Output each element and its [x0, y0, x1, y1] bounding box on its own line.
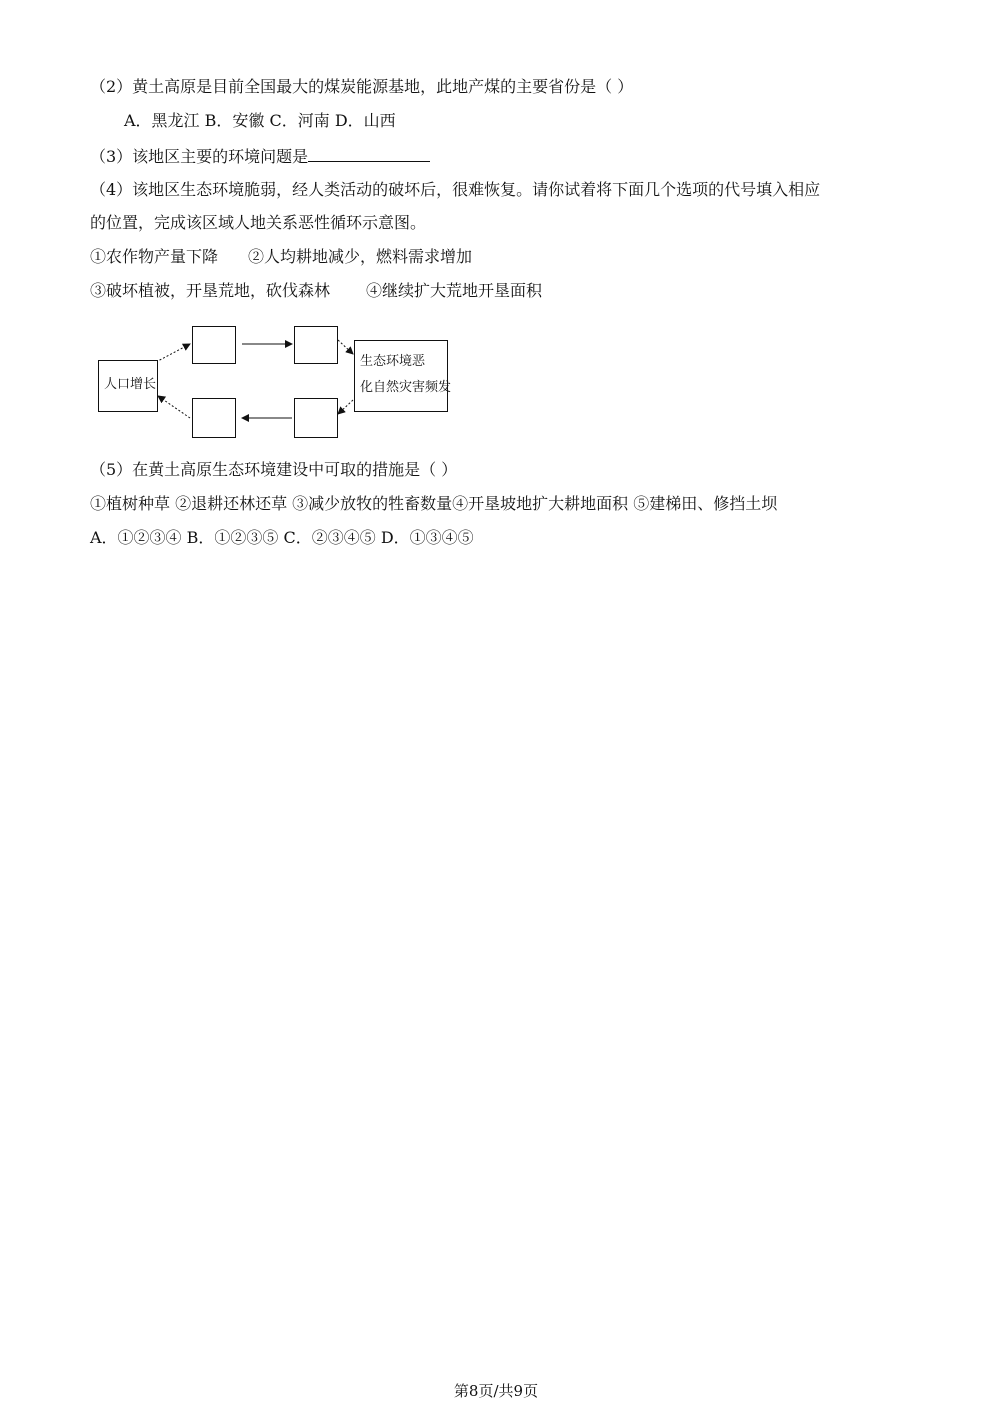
empty-box-bottom-left: [192, 398, 236, 438]
option-item-1: ①农作物产量下降: [90, 247, 219, 266]
end-box: [354, 340, 452, 412]
vicious-cycle-diagram: [96, 322, 456, 444]
end-box-label-line-1: 生态环境恶: [360, 354, 426, 369]
empty-box-bottom-right: [294, 398, 338, 438]
question-4-stem-line-2: 的位置，完成该区域人地关系恶性循环示意图。: [90, 213, 427, 232]
option-item-3: ③破坏植被，开垦荒地，砍伐森林: [90, 281, 331, 300]
empty-box-top-left: [192, 326, 236, 364]
question-4-items-row-1: [90, 246, 472, 268]
end-box-label-line-2: 化自然灾害频发: [360, 380, 452, 395]
question-2-options: A．黑龙江 B．安徽 C．河南 D．山西: [124, 111, 396, 130]
question-5-items: ①植树种草 ②退耕还林还草 ③减少放牧的牲畜数量④开垦坡地扩大耕地面积 ⑤建梯田、修挡土坝: [90, 494, 778, 513]
page-number: 第8页/共9页: [453, 1382, 539, 1400]
arrow-end-to-bottom-right: [338, 400, 353, 414]
empty-box-top-right: [294, 326, 338, 364]
question-2-stem: （2）黄土高原是目前全国最大的煤炭能源基地，此地产煤的主要省份是（ ）: [90, 77, 634, 96]
option-item-2: ②人均耕地减少，燃料需求增加: [248, 247, 473, 266]
arrow-bottom-left-to-start: [158, 396, 190, 418]
answer-blank: [308, 145, 430, 162]
arrow-start-to-top-left: [156, 344, 190, 362]
option-item-4: ④继续扩大荒地开垦面积: [366, 281, 543, 300]
question-3-stem: （3）该地区主要的环境问题是: [90, 147, 309, 166]
start-box: [98, 360, 158, 412]
question-5-options: A．①②③④ B．①②③⑤ C．②③④⑤ D．①③④⑤: [90, 528, 474, 547]
question-4-stem-line-1: （4）该地区生态环境脆弱，经人类活动的破坏后，很难恢复。请你试着将下面几个选项的代号填入相应: [90, 180, 821, 199]
arrow-top-right-to-end: [338, 340, 353, 354]
question-4-items-row-2: [90, 280, 542, 302]
question-5-stem: （5）在黄土高原生态环境建设中可取的措施是（ ）: [90, 460, 458, 479]
question-3: [90, 145, 430, 168]
start-box-label: 人口增长: [104, 377, 157, 392]
